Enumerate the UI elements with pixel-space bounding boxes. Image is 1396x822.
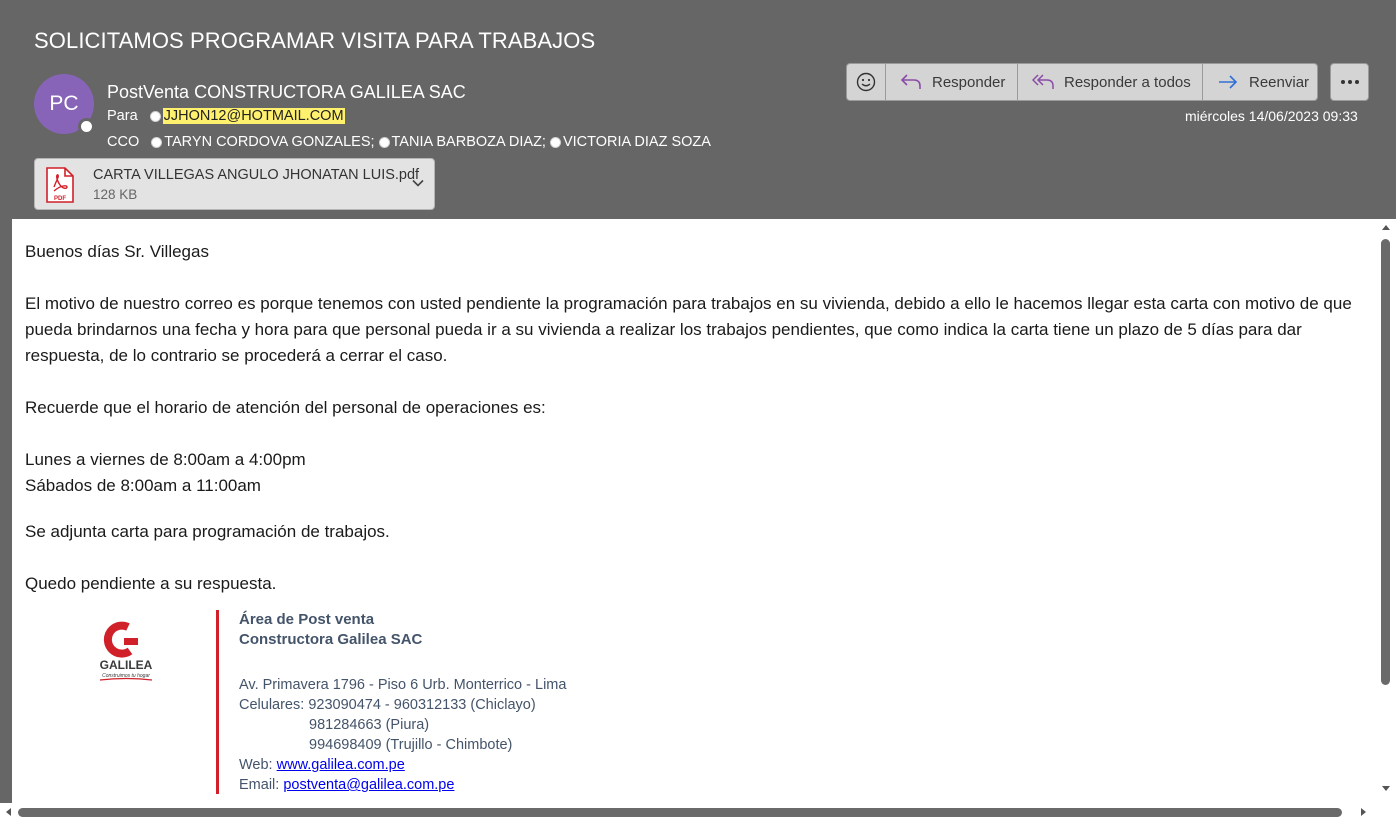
closing: Quedo pendiente a su respuesta.: [25, 574, 277, 593]
horizontal-scrollbar[interactable]: [0, 803, 1377, 822]
schedule-weekdays: Lunes a viernes de 8:00am a 4:00pm: [25, 450, 306, 469]
signature-department: Área de Post venta: [239, 611, 375, 628]
presence-circle-icon: [379, 137, 390, 148]
to-recipient[interactable]: JJHON12@HOTMAIL.COM: [163, 108, 344, 124]
reaction-button[interactable]: [846, 63, 886, 101]
attachment-card[interactable]: [34, 158, 435, 210]
scroll-left-icon[interactable]: [4, 807, 12, 817]
signature-address: Av. Primavera 1796 - Piso 6 Urb. Monterrico - Lima: [239, 677, 567, 693]
email-subject: SOLICITAMOS PROGRAMAR VISITA PARA TRABAJOS: [34, 28, 596, 53]
signature-web-row: [239, 755, 566, 775]
signature-company: Constructora Galilea SAC: [239, 631, 423, 648]
web-label: Web:: [239, 757, 273, 773]
more-icon: [1340, 79, 1360, 85]
phones-label: Celulares:: [239, 697, 305, 713]
bcc-recipient[interactable]: TARYN CORDOVA GONZALES;: [164, 134, 375, 150]
email-signature: [12, 610, 712, 793]
presence-status-icon: [78, 118, 95, 135]
reply-button[interactable]: [886, 63, 1018, 101]
signature-phones-row: [239, 695, 566, 715]
galilea-logo: [96, 621, 156, 683]
bcc-row: [107, 134, 713, 150]
presence-circle-icon: [151, 137, 162, 148]
svg-text:Construimos tu hogar: Construimos tu hogar: [102, 673, 150, 679]
signature-email-row: [239, 775, 566, 795]
bcc-label: CCO: [107, 134, 140, 150]
scroll-up-icon[interactable]: [1381, 223, 1391, 231]
scroll-corner: [1377, 803, 1396, 822]
attachment-name: CARTA VILLEGAS ANGULO JHONATAN LUIS.pdf: [93, 167, 420, 183]
pdf-icon: [45, 167, 75, 203]
reply-all-button[interactable]: [1018, 63, 1203, 101]
signature-text: [239, 610, 566, 795]
attachment-size: 128 KB: [93, 187, 138, 202]
vertical-scroll-thumb[interactable]: [1381, 239, 1390, 685]
body-paragraph: El motivo de nuestro correo es porque tenemos con usted pendiente la programación para trabajos en su vivienda, debido a ello le hacemos llegar esta carta con motivo de que pueda brindarnos una fecha y hora para que personal pueda ir a su vivienda a realizar los trabajos pendientes, que como indica la carta tiene un plazo de 5 días para dar respuesta, de lo contrario se procederá a cerrar el caso.: [25, 294, 1352, 365]
body-paragraph: Se adjunta carta para programación de trabajos.: [25, 522, 390, 541]
message-body: [12, 219, 1377, 803]
forward-button[interactable]: [1203, 63, 1318, 101]
reply-all-label: Responder a todos: [1064, 73, 1191, 91]
email-label: Email:: [239, 777, 280, 793]
bcc-recipient[interactable]: TANIA BARBOZA DIAZ;: [391, 134, 546, 150]
svg-text:GALILEA: GALILEA: [99, 658, 153, 672]
forward-icon: [1217, 73, 1239, 91]
reply-label: Responder: [932, 73, 1006, 91]
reply-all-icon: [1032, 73, 1054, 91]
chevron-down-icon[interactable]: [411, 176, 425, 190]
message-content: [25, 239, 1370, 597]
phone-chiclayo: 923090474 - 960312133 (Chiclayo): [308, 697, 536, 713]
avatar-initials: PC: [49, 92, 79, 115]
smiley-icon: [856, 72, 876, 92]
horizontal-scroll-thumb[interactable]: [18, 808, 1342, 817]
phone-trujillo: 994698409 (Trujillo - Chimbote): [309, 737, 513, 753]
bcc-recipient[interactable]: VICTORIA DIAZ SOZA: [562, 134, 711, 150]
more-actions-button[interactable]: [1330, 63, 1369, 101]
forward-label: Reenviar: [1249, 73, 1310, 91]
presence-circle-icon: [150, 111, 161, 122]
sender-name[interactable]: PostVenta CONSTRUCTORA GALILEA SAC: [107, 82, 466, 102]
scroll-down-icon[interactable]: [1381, 785, 1391, 793]
email-link[interactable]: postventa@galilea.com.pe: [283, 777, 455, 793]
pdf-badge-text: PDF: [54, 196, 66, 202]
schedule-saturday: Sábados de 8:00am a 11:00am: [25, 476, 261, 495]
body-paragraph: Recuerde que el horario de atención del personal de operaciones es:: [25, 398, 546, 417]
vertical-scrollbar[interactable]: [1377, 219, 1396, 803]
message-toolbar: [846, 63, 1318, 101]
to-row: [107, 108, 345, 124]
scroll-right-icon[interactable]: [1360, 807, 1368, 817]
greeting: Buenos días Sr. Villegas: [25, 242, 209, 261]
presence-circle-icon: [550, 137, 561, 148]
received-datetime: miércoles 14/06/2023 09:33: [1185, 108, 1358, 124]
phone-piura: 981284663 (Piura): [309, 717, 430, 733]
to-label: Para: [107, 108, 138, 124]
reply-icon: [900, 73, 922, 91]
web-link[interactable]: www.galilea.com.pe: [276, 757, 405, 773]
signature-divider: [216, 610, 219, 794]
